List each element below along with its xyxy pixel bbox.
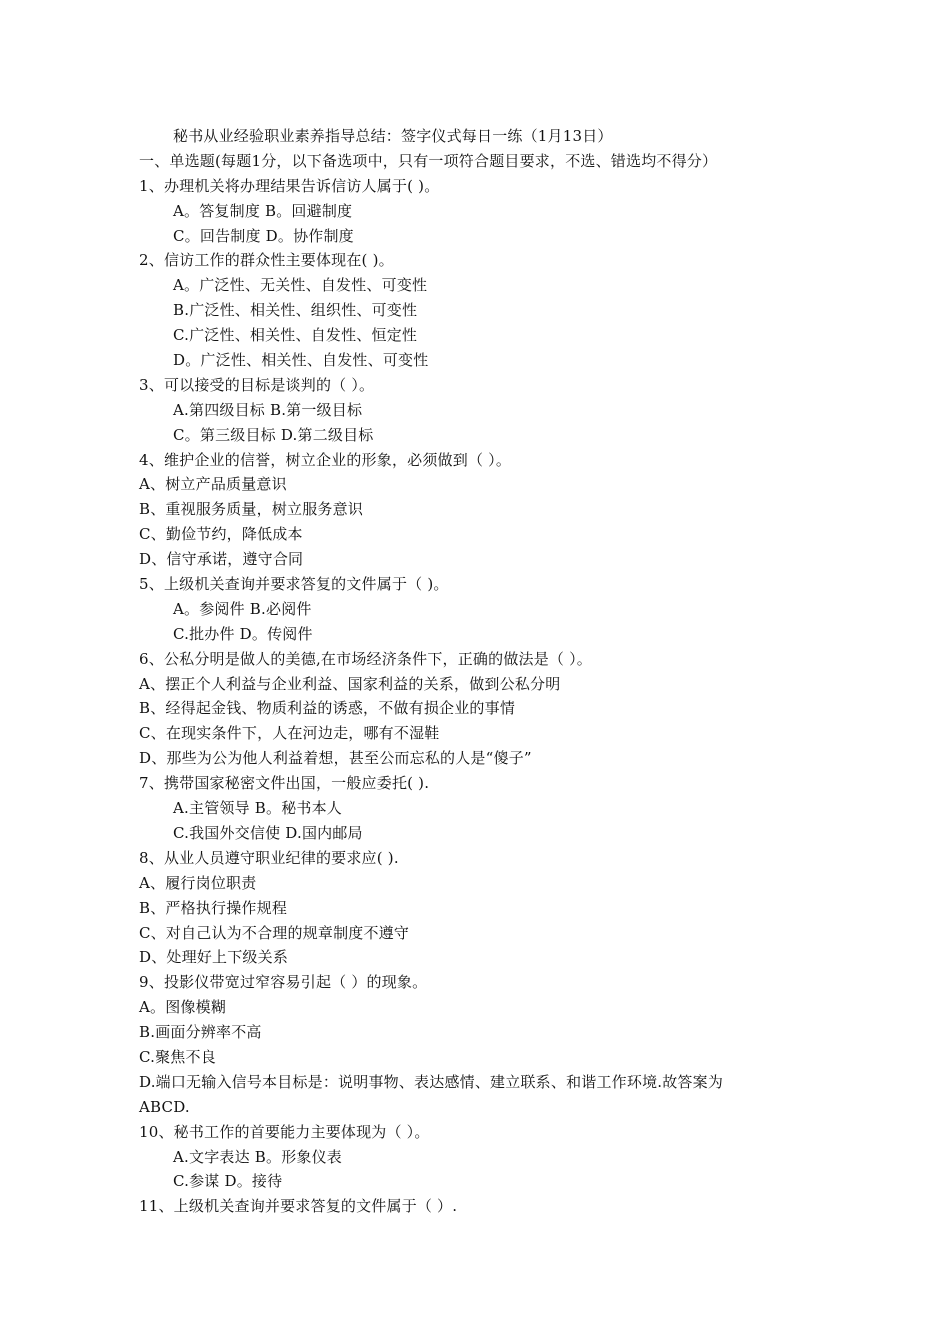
question-line: A、摆正个人利益与企业利益、国家利益的关系，做到公私分明 <box>139 674 561 693</box>
question-line: 9、投影仪带宽过窄容易引起（ ）的现象。 <box>139 973 428 992</box>
question-line: 1、办理机关将办理结果告诉信访人属于( )。 <box>139 176 440 195</box>
question-line: B.画面分辨率不高 <box>139 1023 262 1042</box>
question-line: D、那些为公为他人利益着想，甚至公而忘私的人是“傻子” <box>139 749 532 768</box>
option-line: D。广泛性、相关性、自发性、可变性 <box>173 351 429 370</box>
question-line: D、处理好上下级关系 <box>139 948 289 967</box>
question-line: 3、可以接受的目标是谈判的（ ）。 <box>139 375 375 394</box>
question-line: A、履行岗位职责 <box>139 873 257 892</box>
question-line: 7、携带国家秘密文件出国，一般应委托( ). <box>139 774 430 793</box>
question-line: B、重视服务质量，树立服务意识 <box>139 500 364 519</box>
question-line: A、树立产品质量意识 <box>139 475 287 494</box>
option-line: C.批办件 D。传阅件 <box>173 624 313 643</box>
question-line: 4、维护企业的信誉，树立企业的形象，必须做到（ ）。 <box>139 450 512 469</box>
question-line: 6、公私分明是做人的美德,在市场经济条件下，正确的做法是（ ）。 <box>139 649 592 668</box>
question-line: 11、上级机关查询并要求答复的文件属于（ ）. <box>139 1197 458 1216</box>
question-line: 5、上级机关查询并要求答复的文件属于（ )。 <box>139 575 449 594</box>
option-line: C.广泛性、相关性、自发性、恒定性 <box>173 326 418 345</box>
question-line: C、勤俭节约，降低成本 <box>139 525 303 544</box>
question-line: D、信守承诺，遵守合同 <box>139 550 304 569</box>
question-line: 8、从业人员遵守职业纪律的要求应( ). <box>139 848 399 867</box>
question-line: C.聚焦不良 <box>139 1047 216 1066</box>
document-lines <box>139 149 829 1219</box>
question-line: B、经得起金钱、物质利益的诱惑，不做有损企业的事情 <box>139 699 516 718</box>
option-line: A。参阅件 B.必阅件 <box>173 599 312 618</box>
question-line: 10、秘书工作的首要能力主要体现为（ ）。 <box>139 1122 430 1141</box>
document-title: 秘书从业经验职业素养指导总结：签字仪式每日一练（1月13日） <box>173 127 613 145</box>
question-line: C、在现实条件下，人在河边走，哪有不湿鞋 <box>139 724 440 743</box>
option-line: A.第四级目标 B.第一级目标 <box>173 400 363 419</box>
question-line: 2、信访工作的群众性主要体现在( )。 <box>139 251 394 270</box>
option-line: A。广泛性、无关性、自发性、可变性 <box>173 276 428 295</box>
option-line: A.主管领导 B。秘书本人 <box>173 799 342 818</box>
question-line: B、严格执行操作规程 <box>139 898 288 917</box>
option-line: C。第三级目标 D.第二级目标 <box>173 425 374 444</box>
question-line: A。图像模糊 <box>139 998 227 1017</box>
option-line: B.广泛性、相关性、组织性、可变性 <box>173 301 418 320</box>
question-line: ABCD. <box>139 1097 190 1116</box>
option-line: C.我国外交信使 D.国内邮局 <box>173 823 363 842</box>
question-line: D.端口无输入信号本目标是：说明事物、表达感情、建立联系、和谐工作环境.故答案为 <box>139 1072 724 1091</box>
question-line: C、对自己认为不合理的规章制度不遵守 <box>139 923 410 942</box>
option-line: A。答复制度 B。回避制度 <box>173 201 353 220</box>
option-line: C。回告制度 D。协作制度 <box>173 226 354 245</box>
document-body <box>139 124 829 1219</box>
option-line: A.文字表达 B。形象仪表 <box>173 1147 342 1166</box>
section-heading: 一、单选题(每题1分，以下备选项中，只有一项符合题目要求，不选、错选均不得分） <box>139 151 718 170</box>
option-line: C.参谋 D。接待 <box>173 1172 283 1191</box>
